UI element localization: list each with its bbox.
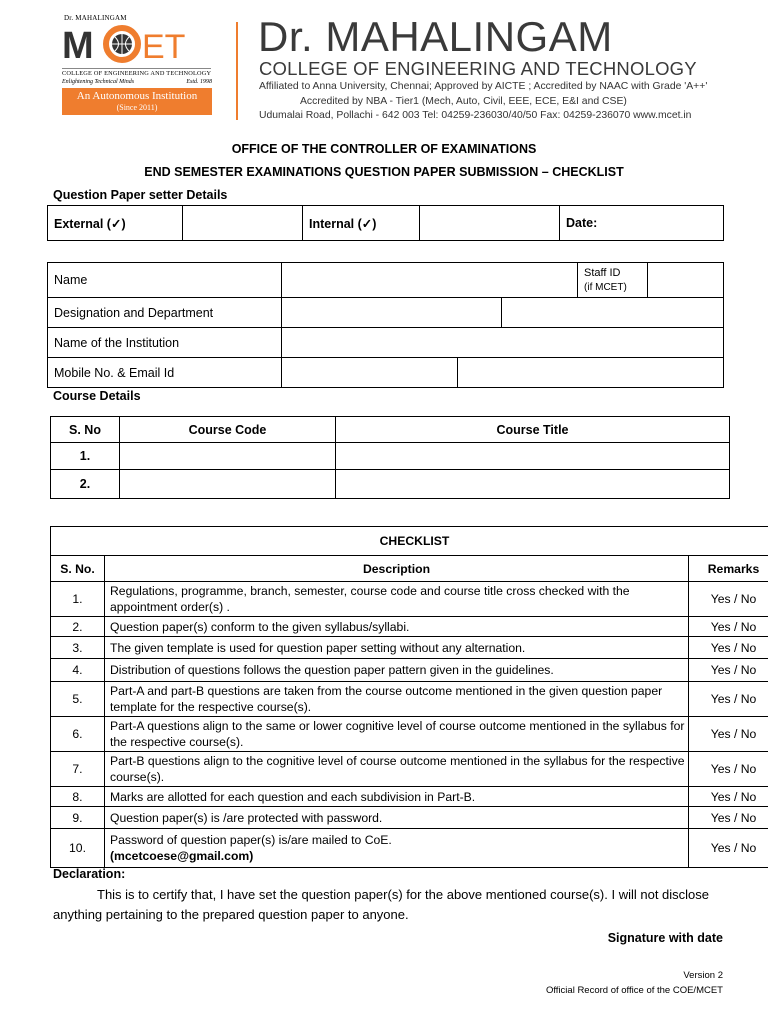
staff-id-label: Staff ID (if MCET): [578, 263, 648, 298]
item-description: Part-B questions align to the cognitive level of course outcome mentioned in the syllabus for the respective course(s).: [105, 752, 689, 787]
external-field[interactable]: [183, 206, 303, 241]
details-table: [47, 262, 724, 388]
course-title-field[interactable]: [336, 443, 730, 470]
table-row: [51, 443, 730, 470]
course-col-code: Course Code: [120, 417, 336, 443]
course-row-sno: 2.: [51, 470, 120, 499]
mobile-label: Mobile No. & Email Id: [48, 358, 282, 388]
checklist-col-desc: Description: [105, 556, 689, 582]
logo-top-text: Dr. MAHALINGAM: [64, 14, 127, 22]
institution-label: Name of the Institution: [48, 328, 282, 358]
item-description: Distribution of questions follows the question paper pattern given in the guidelines.: [105, 659, 689, 682]
course-row-sno: 1.: [51, 443, 120, 470]
internal-label: Internal (✓): [303, 206, 420, 241]
department-field[interactable]: [502, 298, 724, 328]
college-logo: [60, 12, 215, 116]
course-code-field[interactable]: [120, 470, 336, 499]
logo-wordmark: [62, 16, 212, 66]
address-line: Udumalai Road, Pollachi - 642 003 Tel: 04259-236030/40/50 Fax: 04259-236070 www.mcet.in: [259, 110, 692, 121]
item-number: 4.: [51, 659, 105, 682]
item-number: 1.: [51, 582, 105, 617]
course-code-field[interactable]: [120, 443, 336, 470]
mobile-field[interactable]: [282, 358, 458, 388]
logo-tagline: Enlightening Technical Minds: [62, 79, 135, 85]
item-remark[interactable]: Yes / No: [689, 807, 768, 829]
email-field[interactable]: [458, 358, 724, 388]
item-remark[interactable]: Yes / No: [689, 582, 768, 617]
declaration-text: This is to certify that, I have set the question paper(s) for the above mentioned course(s). I will not disclose anything pertaining to the prepared question paper to anyone.: [53, 887, 710, 922]
logo-letters-et: ET: [142, 28, 186, 66]
staff-id-field[interactable]: [648, 263, 724, 298]
item-number: 7.: [51, 752, 105, 787]
item-remark[interactable]: Yes / No: [689, 637, 768, 659]
table-row: [51, 787, 768, 807]
item-remark[interactable]: Yes / No: [689, 659, 768, 682]
item-number: 8.: [51, 787, 105, 807]
institution-field[interactable]: [282, 328, 724, 358]
setter-table: [47, 205, 724, 241]
logo-subtitle: COLLEGE OF ENGINEERING AND TECHNOLOGY: [62, 70, 212, 77]
office-title: OFFICE OF THE CONTROLLER OF EXAMINATIONS: [231, 142, 537, 156]
item-number: 6.: [51, 717, 105, 752]
checklist-table: [50, 526, 768, 868]
item-description-text: Password of question paper(s) is/are mailed to CoE.: [110, 833, 392, 847]
affiliation-line: Affiliated to Anna University, Chennai; Approved by AICTE ; Accredited by NAAC with Grade 'A++': [259, 81, 708, 92]
logo-tagline-row: [62, 79, 212, 85]
header-divider: [236, 22, 238, 120]
name-label: Name: [48, 263, 282, 298]
item-number: 3.: [51, 637, 105, 659]
since-text: (Since 2011): [116, 103, 158, 112]
declaration-title: Declaration:: [53, 867, 126, 881]
table-row: [51, 617, 768, 637]
item-description: Question paper(s) conform to the given syllabus/syllabi.: [105, 617, 689, 637]
table-row: [51, 659, 768, 682]
autonomous-text: An Autonomous Institution: [76, 90, 198, 102]
checklist-col-remarks: Remarks: [689, 556, 768, 582]
table-row: [51, 807, 768, 829]
external-label: External (✓): [48, 206, 183, 241]
institution-name: Dr. MAHALINGAM: [258, 13, 613, 60]
item-remark[interactable]: Yes / No: [689, 617, 768, 637]
item-description: The given template is used for question paper setting without any alternation.: [105, 637, 689, 659]
table-row: [51, 829, 768, 868]
signature-label: Signature with date: [607, 931, 723, 945]
internal-field[interactable]: [420, 206, 560, 241]
course-table: [50, 416, 730, 499]
table-row: [51, 752, 768, 787]
table-row: [51, 682, 768, 717]
checklist-title: CHECKLIST: [51, 527, 768, 556]
course-heading: Course Details: [53, 389, 141, 403]
autonomous-banner: [62, 88, 212, 115]
date-field[interactable]: Date:: [560, 206, 724, 241]
item-remark[interactable]: Yes / No: [689, 787, 768, 807]
nba-line: Accredited by NBA - Tier1 (Mech, Auto, Civil, EEE, ECE, E&I and CSE): [300, 96, 627, 107]
table-row: [51, 582, 768, 617]
table-row: [51, 637, 768, 659]
form-title: END SEMESTER EXAMINATIONS QUESTION PAPER SUBMISSION – CHECKLIST: [144, 165, 624, 179]
item-remark[interactable]: Yes / No: [689, 829, 768, 868]
checklist-col-sno: S. No.: [51, 556, 105, 582]
designation-field[interactable]: [282, 298, 502, 328]
item-description: Regulations, programme, branch, semester, course code and course title cross checked with the appointment order(s) .: [105, 582, 689, 617]
item-number: 2.: [51, 617, 105, 637]
version-label: Version 2: [683, 970, 723, 981]
logo-letter-m: M: [62, 25, 94, 66]
item-remark[interactable]: Yes / No: [689, 717, 768, 752]
name-field[interactable]: [282, 263, 578, 298]
course-title-field[interactable]: [336, 470, 730, 499]
item-description: [105, 829, 689, 868]
logo-estd: Estd. 1998: [186, 79, 212, 85]
item-number: 9.: [51, 807, 105, 829]
course-col-sno: S. No: [51, 417, 120, 443]
table-row: [51, 717, 768, 752]
item-remark[interactable]: Yes / No: [689, 682, 768, 717]
setter-heading: Question Paper setter Details: [53, 188, 228, 202]
coe-email: (mcetcoese@gmail.com): [110, 849, 254, 863]
item-description: Part-A and part-B questions are taken from the course outcome mentioned in the given question paper template for the respective course(s).: [105, 682, 689, 717]
item-number: 10.: [51, 829, 105, 868]
item-description: Marks are allotted for each question and each subdivision in Part-B.: [105, 787, 689, 807]
college-name: COLLEGE OF ENGINEERING AND TECHNOLOGY: [259, 58, 697, 79]
course-col-title: Course Title: [336, 417, 730, 443]
item-remark[interactable]: Yes / No: [689, 752, 768, 787]
item-description: Question paper(s) is /are protected with password.: [105, 807, 689, 829]
item-description: Part-A questions align to the same or lower cognitive level of course outcome mentioned in the syllabus for the respective course(s).: [105, 717, 689, 752]
table-row: [51, 470, 730, 499]
designation-label: Designation and Department: [48, 298, 282, 328]
record-label: Official Record of office of the COE/MCET: [545, 985, 723, 996]
item-number: 5.: [51, 682, 105, 717]
